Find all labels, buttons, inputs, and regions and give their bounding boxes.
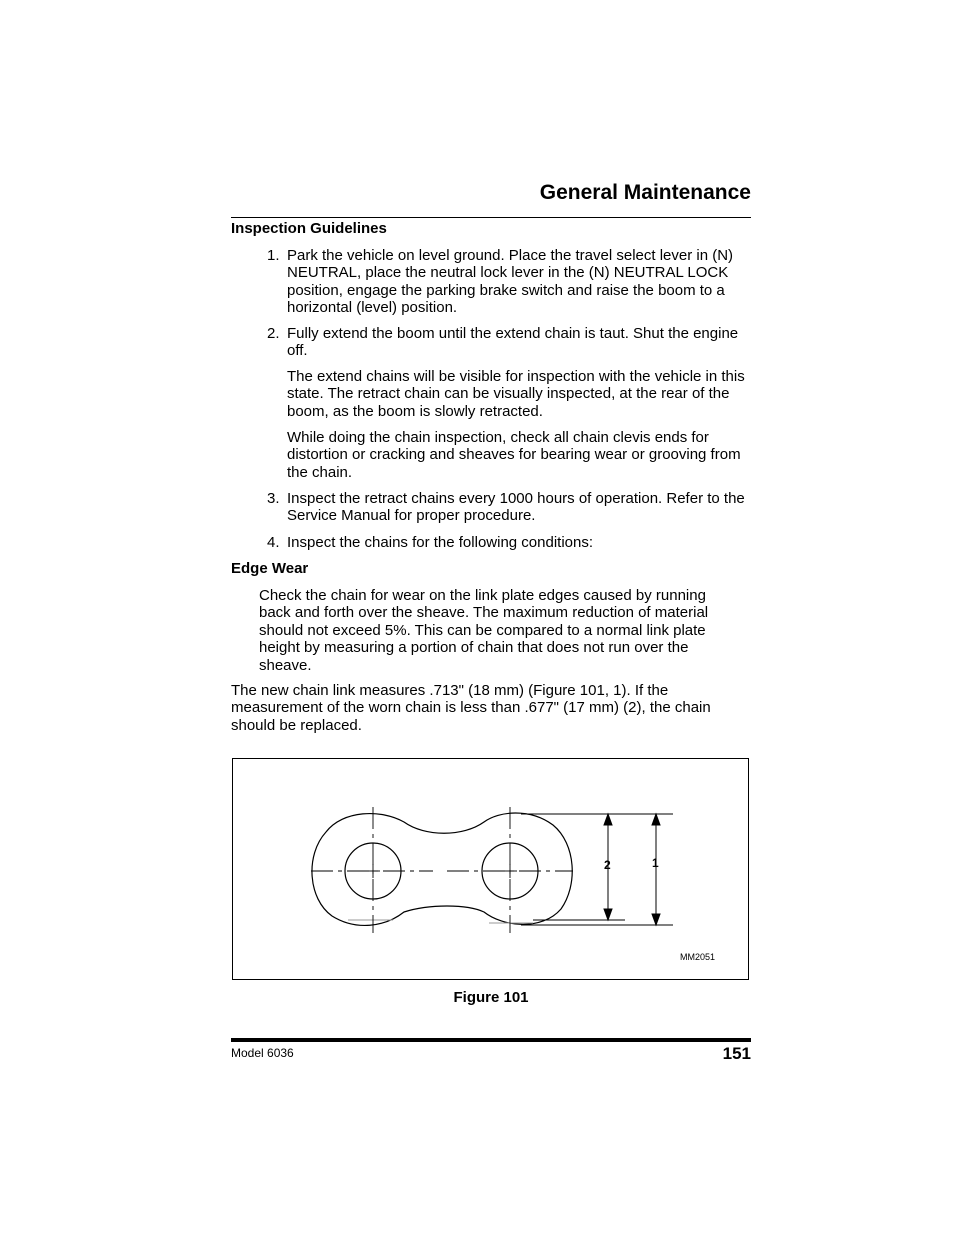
- link-plate-outline: [312, 813, 572, 925]
- callout-2: 2: [604, 858, 611, 872]
- page-number: 151: [722, 1044, 751, 1063]
- worn-edge-line: [348, 920, 533, 923]
- step-number: 1.: [267, 247, 280, 264]
- step-2-note-2: While doing the chain inspection, check all chain clevis ends for distortion or cracking and sheaves for bearing wear or grooving from the chain.: [287, 429, 741, 481]
- inspection-heading: Inspection Guidelines: [231, 220, 387, 237]
- step-text: Inspect the chains for the following conditions:: [287, 534, 594, 551]
- figure-code: MM2051: [680, 952, 716, 962]
- measurement-text: The new chain link measures .713" (18 mm) (Figure 101, 1). If the measurement of the worn chain is less than .677" (17 mm) (2), the chain should be replaced.: [231, 682, 711, 734]
- centerlines: [311, 807, 573, 933]
- step-number: 4.: [267, 534, 280, 551]
- step-text: Fully extend the boom until the extend chain is taut. Shut the engine off.: [287, 325, 739, 360]
- figure-101: [232, 758, 749, 980]
- edge-wear-text: Check the chain for wear on the link plate edges caused by running back and forth over the sheave. The maximum reduction of material should not exceed 5%. This can be compared to a normal link plate height by measuring a portion of chain that does not run over the sheave.: [259, 587, 709, 674]
- step-4: [267, 534, 751, 551]
- chain-link-diagram: [233, 759, 750, 981]
- step-2: [267, 325, 751, 360]
- step-number: 3.: [267, 490, 280, 507]
- title-rule: [231, 217, 751, 218]
- callout-1: 1: [652, 856, 659, 870]
- section-title: General Maintenance: [539, 181, 751, 204]
- footer-model: Model 6036: [231, 1046, 294, 1060]
- step-text: Park the vehicle on level ground. Place the travel select lever in (N) NEUTRAL, place the neutral lock lever in the (N) NEUTRAL LOCK position, engage the parking brake switch and raise the boom to a horizontal (level) position.: [287, 247, 734, 317]
- figure-caption: Figure 101: [453, 989, 529, 1006]
- step-text: Inspect the retract chains every 1000 hours of operation. Refer to the Service Manual for proper procedure.: [287, 490, 745, 525]
- step-2-note-1: The extend chains will be visible for inspection with the vehicle in this state. The retract chain can be visually inspected, at the rear of the boom, as the boom is slowly retracted.: [287, 368, 745, 420]
- footer-rule: [231, 1038, 751, 1042]
- edge-wear-heading: Edge Wear: [231, 560, 309, 577]
- step-1: [267, 247, 751, 317]
- step-number: 2.: [267, 325, 280, 342]
- extension-lines: [521, 814, 673, 925]
- step-3: [267, 490, 751, 525]
